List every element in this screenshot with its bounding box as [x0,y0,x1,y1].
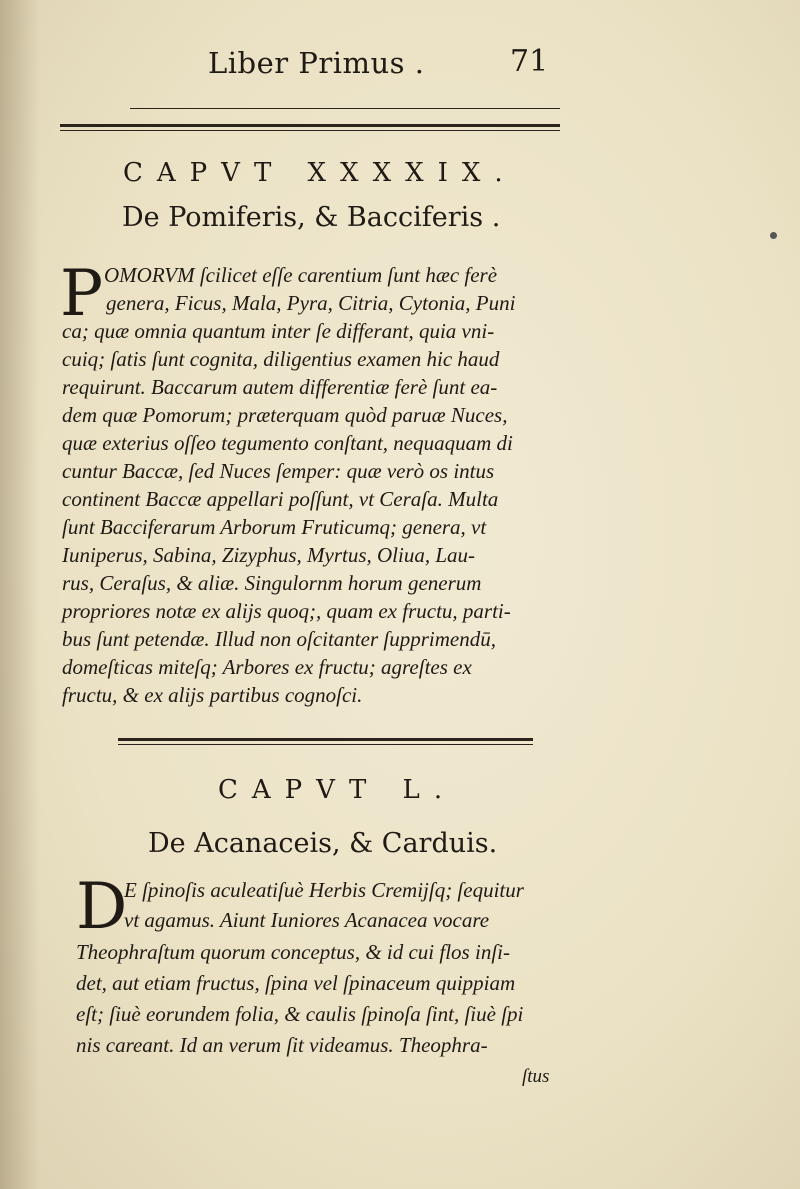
text-line: eſt; ſiuè eorundem folia, & caulis ſpinoſa ſint, ſiuè ſpi [76,1002,524,1026]
text-line: cuiq; ſatis ſunt cognita, diligentius examen hic haud [62,347,500,371]
text-line: Theophraſtum quorum conceptus, & id cui flos inſi- [76,940,510,964]
text-line: rus, Ceraſus, & aliæ. Singulornm horum generum [62,571,482,595]
text-line: genera, Ficus, Mala, Pyra, Citria, Cytonia, Puni [106,291,516,315]
text-line: det, aut etiam fructus, ſpina vel ſpinaceum quippiam [76,971,516,995]
text-line: vt agamus. Aiunt Iuniores Acanacea vocare [124,908,490,932]
text-line: domeſticas miteſq; Arbores ex fructu; agreſtes ex [62,655,472,679]
text-line: requirunt. Baccarum autem differentiæ ferè ſunt ea- [62,375,498,399]
text-line: ca; quæ omnia quantum inter ſe differant, quia vni- [62,319,495,343]
text-line: quæ exterius oſſeo tegumento conſtant, nequaquam di [62,431,513,455]
chapter-title: De Pomiferis, & Bacciferis . [122,202,501,233]
text-line: OMORVM ſcilicet eſſe carentium ſunt hæc ferè [104,263,498,287]
chapter-heading: CAPVT XXXXIX. [123,158,517,188]
text-line: ſunt Bacciferarum Arborum Fruticumq; genera, vt [62,515,487,539]
text-line: continent Baccæ appellari poſſunt, vt Ceraſa. Multa [62,487,499,511]
chapter-heading: CAPVT L. [218,775,457,805]
text-line: bus ſunt petendæ. Illud non oſcitanter ſupprimendū, [62,627,496,651]
catchword: ſtus [522,1066,550,1087]
middle-rule-thick [118,738,533,741]
top-rule-thin [130,108,560,109]
drop-cap: P [60,257,104,331]
page-gutter-shadow [0,0,40,1189]
top-rule-thick [60,124,560,127]
text-line: propriores notæ ex alijs quoq;, quam ex fructu, parti- [62,599,511,623]
top-rule-under [60,130,560,131]
chapter-title: De Acanaceis, & Carduis. [148,828,498,859]
text-line: dem quæ Pomorum; præterquam quòd paruæ Nuces, [62,403,508,427]
middle-rule-thin [118,744,533,745]
text-line: nis careant. Id an verum ſit videamus. Theophra- [76,1033,488,1057]
page-number: 71 [510,44,549,79]
drop-cap: D [76,870,128,944]
text-line: cuntur Baccæ, ſed Nuces ſemper: quæ verò os intus [62,459,495,483]
text-line: Iuniperus, Sabina, Zizyphus, Myrtus, Oliua, Lau- [62,543,476,567]
running-title: Liber Primus . [208,46,425,80]
text-line: E ſpinoſis aculeatiſuè Herbis Cremijſq; ſequitur [124,878,524,902]
ink-speck [770,232,777,239]
text-line: fructu, & ex alijs partibus cognoſci. [62,683,363,707]
